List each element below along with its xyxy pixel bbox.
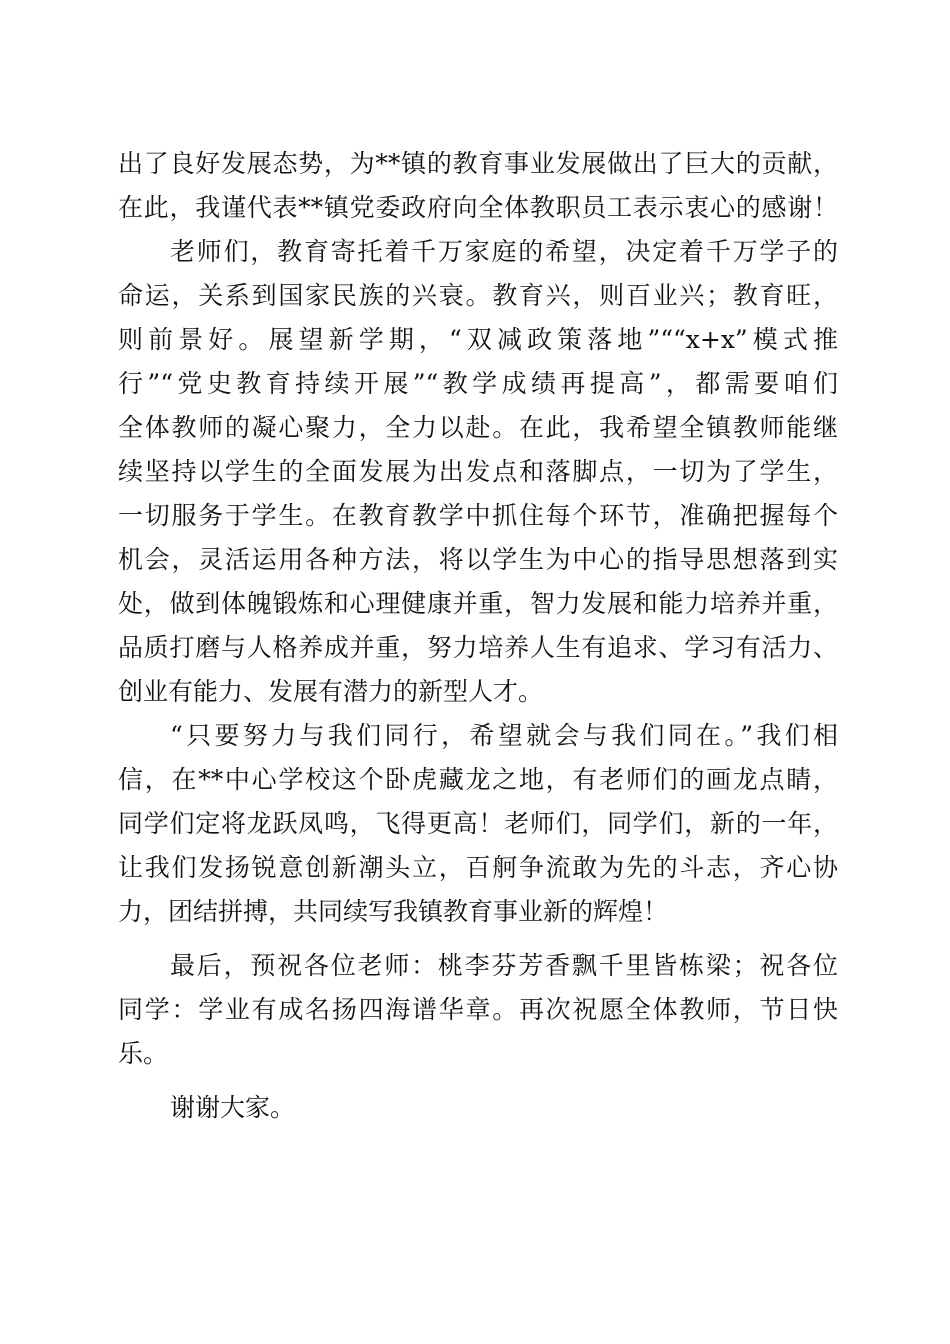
text-line: 同学们定将龙跃凤鸣，飞得更高！老师们，同学们，新的一年，	[118, 809, 838, 838]
text-line: 在此，我谨代表**镇党委政府向全体教职员工表示衷心的感谢！	[118, 193, 838, 222]
text-line: 全体教师的凝心聚力，全力以赴。在此，我希望全镇教师能继	[118, 413, 838, 442]
text-line: 处，做到体魄锻炼和心理健康并重，智力发展和能力培养并重，	[118, 589, 838, 618]
paragraph-last-line: 力，团结拼搏，共同续写我镇教育事业新的辉煌！	[118, 897, 669, 926]
text-line: 行”“党史教育持续开展”“教学成绩再提高”，都需要咱们	[118, 369, 838, 398]
paragraph-first-line: “只要努力与我们同行，希望就会与我们同在。”我们相	[170, 721, 838, 750]
text-line: 一切服务于学生。在教育教学中抓住每个环节，准确把握每个	[118, 501, 838, 530]
text-line: 机会，灵活运用各种方法，将以学生为中心的指导思想落到实	[118, 545, 838, 574]
text-line: 续坚持以学生的全面发展为出发点和落脚点，一切为了学生，	[118, 457, 838, 486]
text-line: 信，在**中心学校这个卧虎藏龙之地，有老师们的画龙点睛，	[118, 765, 838, 794]
paragraph-last-line: 乐。	[118, 1039, 169, 1068]
text-line: 出了良好发展态势，为**镇的教育事业发展做出了巨大的贡献，	[118, 149, 838, 178]
text-line: 同学：学业有成名扬四海谱华章。再次祝愿全体教师，节日快	[118, 995, 838, 1024]
text-line: 让我们发扬锐意创新潮头立，百舸争流敢为先的斗志，齐心协	[118, 853, 838, 882]
paragraph-first-line: 最后，预祝各位老师：桃李芬芳香飘千里皆栋梁；祝各位	[170, 951, 838, 980]
text-line: 命运，关系到国家民族的兴衰。教育兴，则百业兴；教育旺，	[118, 281, 838, 310]
paragraph-last-line: 创业有能力、发展有潜力的新型人才。	[118, 677, 544, 706]
text-line: 品质打磨与人格养成并重，努力培养人生有追求、学习有活力、	[118, 633, 838, 662]
text-line: 则前景好。展望新学期，“双减政策落地”““x+x”模式推	[118, 325, 838, 354]
closing-line: 谢谢大家。	[170, 1093, 296, 1122]
paragraph-first-line: 老师们，教育寄托着千万家庭的希望，决定着千万学子的	[170, 237, 838, 266]
